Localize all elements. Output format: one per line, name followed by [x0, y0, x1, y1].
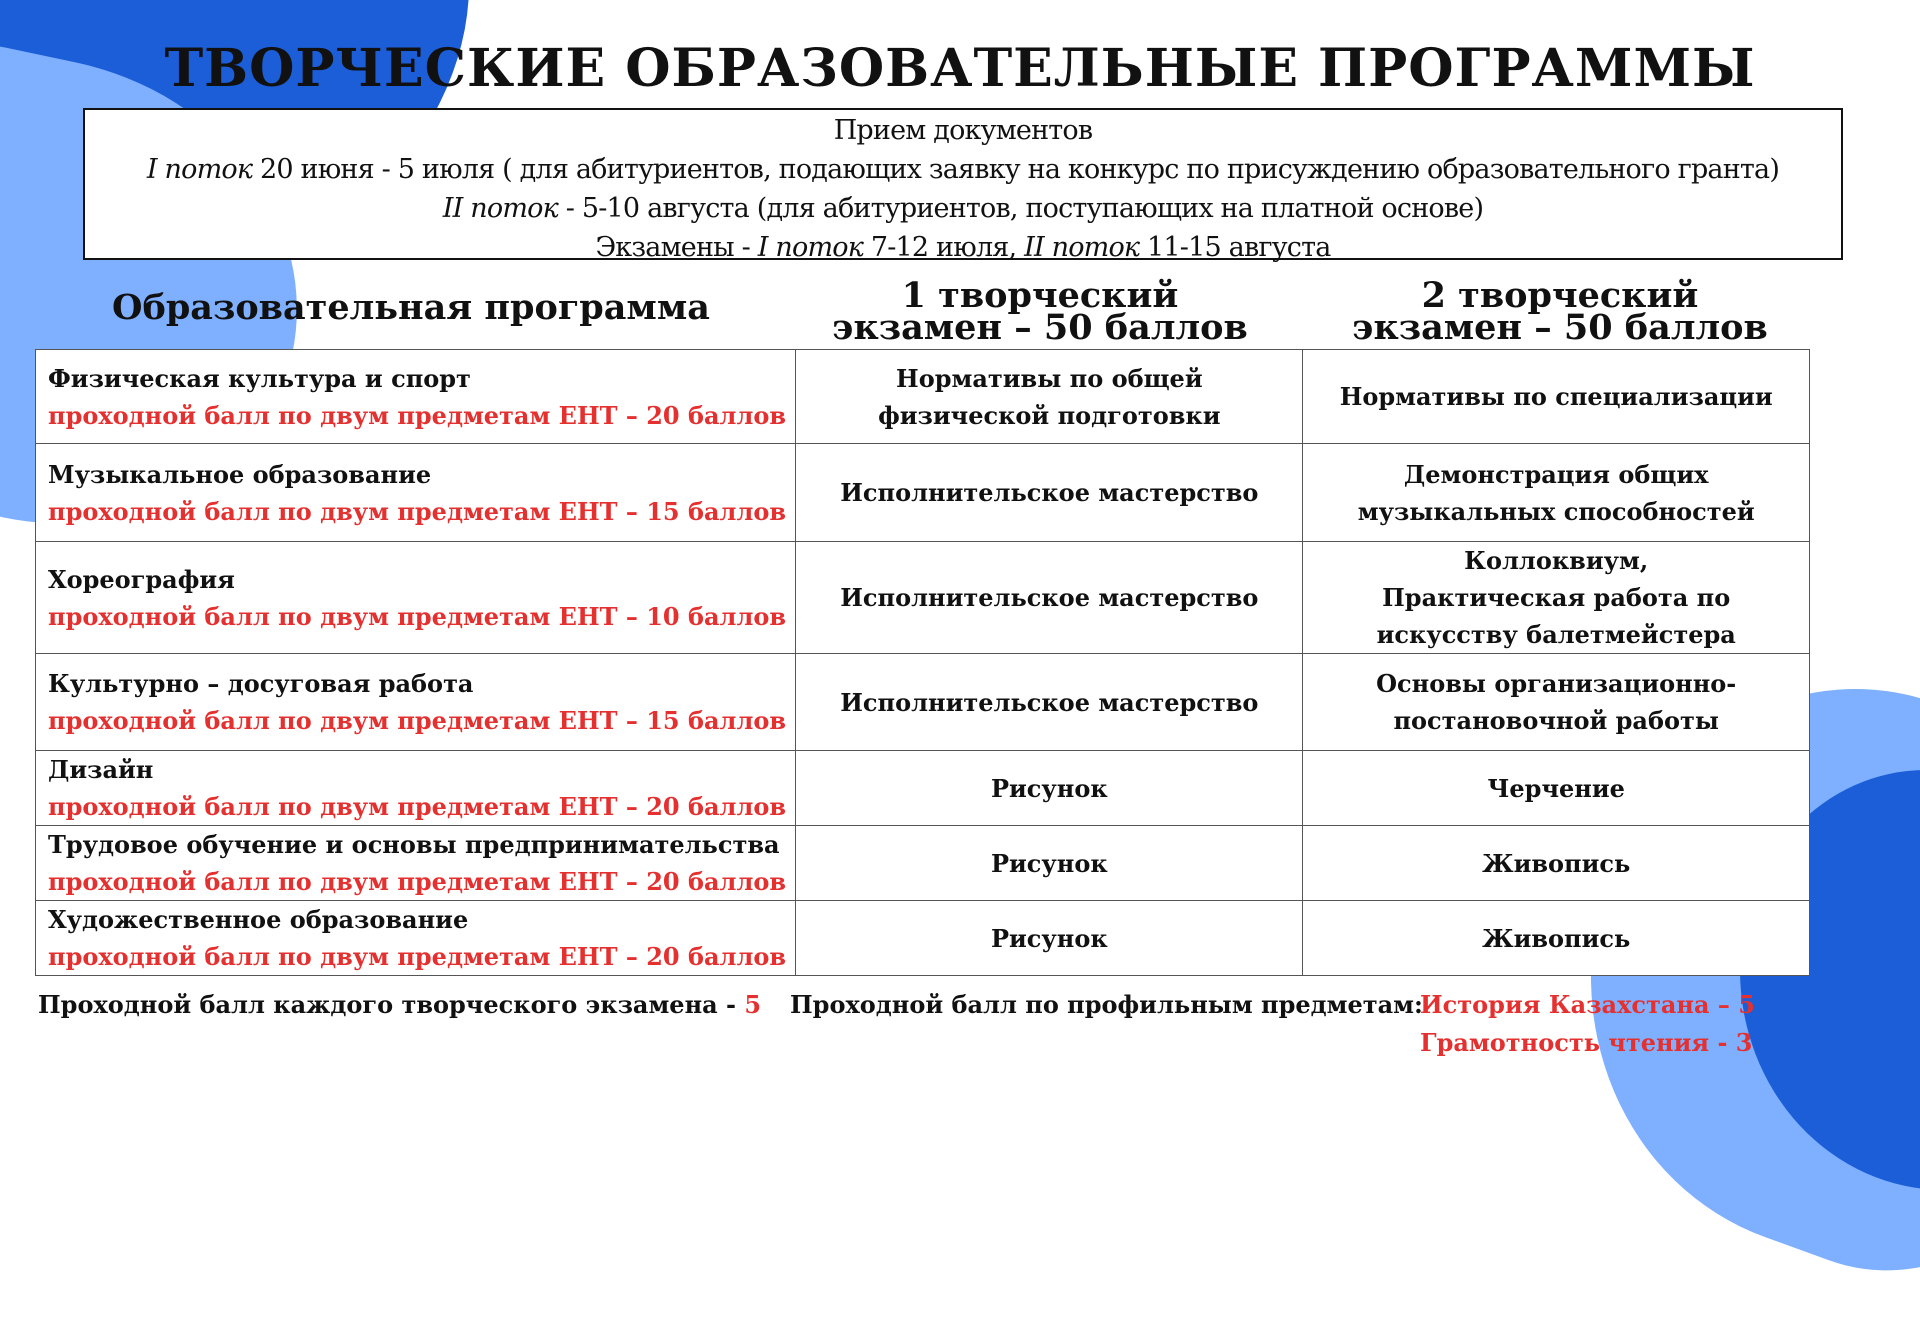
program-name: Дизайн: [48, 755, 154, 784]
exam-2-cell: [1303, 751, 1810, 826]
exam-2-text: Живопись: [1482, 923, 1631, 953]
exam-1-text: Нормативы по общей: [896, 363, 1203, 393]
program-name: Трудовое обучение и основы предпринимательства: [48, 830, 780, 859]
programs-table: [35, 349, 1810, 976]
exam-1-cell: [796, 751, 1303, 826]
exam-2-text: Основы организационно-: [1376, 669, 1737, 698]
exam-2-text: Практическая работа по: [1382, 583, 1731, 612]
exam-1-cell: [796, 901, 1303, 976]
program-cell: [36, 444, 796, 542]
creative-exam-pass-label: Проходной балл каждого творческого экзамена -: [38, 990, 745, 1019]
exam-2-text: Коллоквиум,: [1464, 546, 1649, 575]
exam-2-text: музыкальных способностей: [1357, 496, 1755, 526]
program-cell: [36, 350, 796, 444]
exam-stream-1-label: I поток: [757, 232, 864, 263]
program-name: Хореография: [48, 564, 235, 594]
exam-1-text: Исполнительское мастерство: [840, 583, 1259, 612]
exam-2-text: Нормативы по специализации: [1339, 382, 1773, 411]
program-cell: [36, 751, 796, 826]
program-pass-score: проходной балл по двум предметам ЕНТ – 20 баллов: [48, 400, 787, 430]
exam-1-text: Исполнительское мастерство: [840, 478, 1259, 507]
column-header-program: Образовательная программа: [112, 287, 710, 328]
profile-subjects-label: Проходной балл по профильным предметам:: [790, 990, 1423, 1019]
exam-1-text: Рисунок: [990, 848, 1108, 878]
creative-exam-pass-value: 5: [744, 990, 762, 1019]
exam-2-text: искусству балетмейстера: [1376, 620, 1736, 649]
exam-2-text: Демонстрация общих: [1403, 459, 1709, 489]
program-cell: [36, 654, 796, 751]
exam-1-text: Исполнительское мастерство: [840, 687, 1259, 717]
program-name: Физическая культура и спорт: [48, 363, 471, 393]
page-title: ТВОРЧЕСКИЕ ОБРАЗОВАТЕЛЬНЫЕ ПРОГРАММЫ: [164, 38, 1756, 99]
creative-exam-pass-score: [38, 990, 761, 1019]
program-pass-score: проходной балл по двум предметам ЕНТ – 15 баллов: [48, 706, 787, 735]
exam-2-cell: [1303, 901, 1810, 976]
exam-1-text: Рисунок: [990, 923, 1108, 953]
admission-notice: [83, 108, 1843, 263]
exam-1-cell: [796, 542, 1303, 654]
program-name: Музыкальное образование: [48, 459, 432, 489]
program-name: Культурно – досуговая работа: [48, 669, 474, 698]
exam-2-text: Живопись: [1482, 848, 1631, 878]
notice-stream-1-text: 20 июня - 5 июля ( для абитуриентов, подающих заявку на конкурс по присуждению образовательного гранта): [252, 154, 1780, 185]
notice-stream-2-label: II поток: [442, 193, 558, 224]
notice-line-1: [85, 150, 1841, 189]
program-name: Художественное образование: [48, 905, 469, 934]
table-row: [36, 901, 1810, 976]
exam-stream-1-dates: 7-12 июля,: [863, 232, 1025, 263]
column-header-exam-1: [790, 275, 1290, 348]
exam-2-text: постановочной работы: [1393, 706, 1719, 735]
exam-1-text: Рисунок: [990, 773, 1108, 803]
notice-line-3: [85, 228, 1841, 267]
program-cell: [36, 542, 796, 654]
profile-subject-reading: Грамотность чтения - 3: [1420, 1028, 1753, 1057]
table-row: [36, 350, 1810, 444]
exam-2-cell: [1303, 350, 1810, 444]
notice-stream-1-label: I поток: [146, 154, 253, 185]
exam-2-cell: [1303, 826, 1810, 901]
exam-2-cell: [1303, 542, 1810, 654]
table-row: [36, 654, 1810, 751]
exam-1-cell: [796, 826, 1303, 901]
table-row: [36, 444, 1810, 542]
exam-1-cell: [796, 350, 1303, 444]
program-pass-score: проходной балл по двум предметам ЕНТ – 20 баллов: [48, 867, 787, 896]
exam-1-cell: [796, 444, 1303, 542]
column-header-exam-2-line-1: 2 творческий: [1421, 275, 1699, 316]
exam-1-cell: [796, 654, 1303, 751]
notice-line-2: [85, 189, 1841, 228]
program-pass-score: проходной балл по двум предметам ЕНТ – 20 баллов: [48, 942, 787, 971]
profile-subject-history: История Казахстана – 5: [1420, 990, 1755, 1019]
column-header-exam-1-line-2: экзамен – 50 баллов: [832, 307, 1248, 348]
exam-2-cell: [1303, 444, 1810, 542]
exam-2-text: Черчение: [1487, 773, 1625, 803]
table-row: [36, 751, 1810, 826]
notice-stream-2-text: - 5-10 августа (для абитуриентов, поступающих на платной основе): [557, 193, 1484, 224]
program-cell: [36, 901, 796, 976]
exam-stream-2-label: II поток: [1024, 232, 1140, 263]
program-pass-score: проходной балл по двум предметам ЕНТ – 10 баллов: [48, 601, 787, 631]
program-cell: [36, 826, 796, 901]
table-row: [36, 826, 1810, 901]
column-header-exam-1-line-1: 1 творческий: [901, 275, 1179, 316]
exam-dates-prefix: Экзамены -: [595, 232, 758, 263]
notice-heading: Прием документов: [833, 115, 1093, 146]
exam-2-cell: [1303, 654, 1810, 751]
program-pass-score: проходной балл по двум предметам ЕНТ – 15 баллов: [48, 496, 787, 526]
table-row: [36, 542, 1810, 654]
program-pass-score: проходной балл по двум предметам ЕНТ – 20 баллов: [48, 792, 787, 821]
exam-1-text: физической подготовки: [878, 400, 1221, 430]
exam-stream-2-dates: 11-15 августа: [1139, 232, 1331, 263]
column-header-exam-2: [1310, 275, 1810, 348]
column-header-exam-2-line-2: экзамен – 50 баллов: [1352, 307, 1768, 348]
